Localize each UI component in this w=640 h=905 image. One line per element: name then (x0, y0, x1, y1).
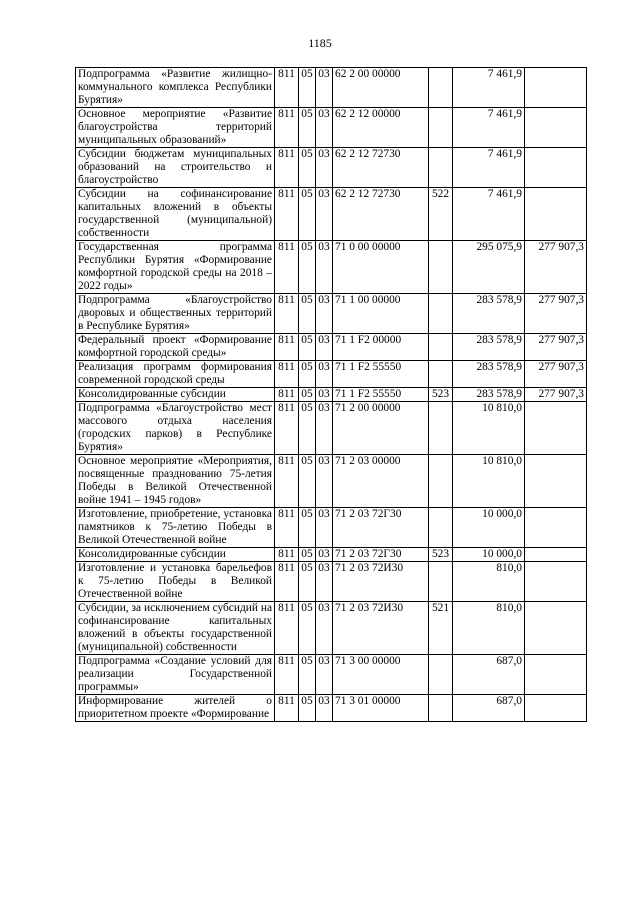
row-amount-1-cell: 10 000,0 (453, 548, 525, 562)
row-amount-2-cell (525, 455, 587, 508)
row-name-cell: Подпрограмма «Благоустройство дворовых и общественных территорий в Республике Бурятия» (76, 294, 275, 334)
row-amount-2-cell (525, 602, 587, 655)
row-amount-1-cell: 7 461,9 (453, 108, 525, 148)
row-section-cell: 05 (299, 188, 316, 241)
row-amount-2-cell: 277 907,3 (525, 361, 587, 388)
row-target-article-cell: 71 2 03 72И30 (333, 562, 429, 602)
row-grbs-cell: 811 (275, 294, 299, 334)
row-subsection-cell: 03 (316, 148, 333, 188)
row-grbs-cell: 811 (275, 695, 299, 722)
row-amount-2-cell (525, 402, 587, 455)
row-subsection-cell: 03 (316, 108, 333, 148)
row-grbs-cell: 811 (275, 508, 299, 548)
row-name-cell: Субсидии бюджетам муниципальных образований на строительство и благоустройство (76, 148, 275, 188)
row-expense-type-cell: 523 (429, 548, 453, 562)
row-target-article-cell: 71 2 03 72И30 (333, 602, 429, 655)
row-amount-1-cell: 7 461,9 (453, 68, 525, 108)
table-row (76, 695, 587, 722)
row-target-article-cell: 71 2 03 72Г30 (333, 508, 429, 548)
row-expense-type-cell (429, 695, 453, 722)
table-row (76, 508, 587, 548)
row-target-article-cell: 71 0 00 00000 (333, 241, 429, 294)
page-number: 1185 (308, 36, 332, 50)
row-subsection-cell: 03 (316, 508, 333, 548)
row-target-article-cell: 71 2 00 00000 (333, 402, 429, 455)
row-name-cell: Консолидированные субсидии (76, 548, 275, 562)
row-section-cell: 05 (299, 108, 316, 148)
row-amount-1-cell: 810,0 (453, 562, 525, 602)
row-target-article-cell: 71 1 F2 00000 (333, 334, 429, 361)
row-expense-type-cell: 523 (429, 388, 453, 402)
row-expense-type-cell (429, 68, 453, 108)
row-grbs-cell: 811 (275, 402, 299, 455)
row-target-article-cell: 71 1 F2 55550 (333, 361, 429, 388)
row-amount-2-cell: 277 907,3 (525, 241, 587, 294)
row-amount-1-cell: 283 578,9 (453, 294, 525, 334)
row-section-cell: 05 (299, 334, 316, 361)
row-amount-1-cell: 10 810,0 (453, 402, 525, 455)
row-grbs-cell: 811 (275, 548, 299, 562)
row-grbs-cell: 811 (275, 388, 299, 402)
row-grbs-cell: 811 (275, 455, 299, 508)
row-name-cell: Субсидии, за исключением субсидий на софинансирование капитальных вложений в объекты государственной (муниципальной) собственности (76, 602, 275, 655)
row-subsection-cell: 03 (316, 334, 333, 361)
row-amount-1-cell: 283 578,9 (453, 361, 525, 388)
row-amount-2-cell (525, 655, 587, 695)
row-target-article-cell: 62 2 12 72730 (333, 148, 429, 188)
row-section-cell: 05 (299, 508, 316, 548)
row-subsection-cell: 03 (316, 602, 333, 655)
row-name-cell: Изготовление и установка барельефов к 75-летию Победы в Великой Отечественной войне (76, 562, 275, 602)
table-row (76, 602, 587, 655)
row-name-cell: Подпрограмма «Благоустройство мест массового отдыха населения (городских парков) в Республике Бурятия» (76, 402, 275, 455)
row-amount-1-cell: 7 461,9 (453, 148, 525, 188)
row-name-cell: Субсидии на софинансирование капитальных вложений в объекты государственной (муниципальной) собственности (76, 188, 275, 241)
row-target-article-cell: 71 2 03 72Г30 (333, 548, 429, 562)
row-amount-1-cell: 283 578,9 (453, 334, 525, 361)
row-grbs-cell: 811 (275, 108, 299, 148)
row-expense-type-cell (429, 148, 453, 188)
row-expense-type-cell (429, 108, 453, 148)
row-target-article-cell: 62 2 12 72730 (333, 188, 429, 241)
row-subsection-cell: 03 (316, 241, 333, 294)
row-name-cell: Реализация программ формирования современной городской среды (76, 361, 275, 388)
row-grbs-cell: 811 (275, 188, 299, 241)
row-amount-1-cell: 687,0 (453, 695, 525, 722)
row-subsection-cell: 03 (316, 562, 333, 602)
row-section-cell: 05 (299, 655, 316, 695)
row-amount-2-cell (525, 548, 587, 562)
table-row (76, 108, 587, 148)
row-section-cell: 05 (299, 548, 316, 562)
row-target-article-cell: 62 2 12 00000 (333, 108, 429, 148)
row-grbs-cell: 811 (275, 602, 299, 655)
row-amount-2-cell: 277 907,3 (525, 334, 587, 361)
row-amount-2-cell: 277 907,3 (525, 294, 587, 334)
table-row (76, 388, 587, 402)
row-name-cell: Изготовление, приобретение, установка памятников к 75-летию Победы в Великой Отечественной войне (76, 508, 275, 548)
table-row (76, 402, 587, 455)
row-target-article-cell: 71 1 00 00000 (333, 294, 429, 334)
row-amount-2-cell (525, 68, 587, 108)
row-grbs-cell: 811 (275, 361, 299, 388)
row-amount-2-cell (525, 188, 587, 241)
row-subsection-cell: 03 (316, 655, 333, 695)
row-amount-1-cell: 10 000,0 (453, 508, 525, 548)
row-expense-type-cell: 522 (429, 188, 453, 241)
table-row (76, 361, 587, 388)
row-section-cell: 05 (299, 402, 316, 455)
row-target-article-cell: 71 3 01 00000 (333, 695, 429, 722)
row-expense-type-cell (429, 562, 453, 602)
table-row (76, 334, 587, 361)
table-row (76, 241, 587, 294)
row-name-cell: Основное мероприятие «Развитие благоустройства территорий муниципальных образований» (76, 108, 275, 148)
row-section-cell: 05 (299, 148, 316, 188)
row-grbs-cell: 811 (275, 241, 299, 294)
budget-table (75, 67, 587, 722)
row-target-article-cell: 71 2 03 00000 (333, 455, 429, 508)
row-name-cell: Консолидированные субсидии (76, 388, 275, 402)
row-subsection-cell: 03 (316, 68, 333, 108)
row-expense-type-cell (429, 294, 453, 334)
row-grbs-cell: 811 (275, 334, 299, 361)
row-expense-type-cell (429, 361, 453, 388)
row-grbs-cell: 811 (275, 68, 299, 108)
row-amount-2-cell (525, 108, 587, 148)
row-target-article-cell: 62 2 00 00000 (333, 68, 429, 108)
table-row (76, 562, 587, 602)
row-subsection-cell: 03 (316, 548, 333, 562)
row-subsection-cell: 03 (316, 294, 333, 334)
row-section-cell: 05 (299, 602, 316, 655)
row-subsection-cell: 03 (316, 402, 333, 455)
row-target-article-cell: 71 1 F2 55550 (333, 388, 429, 402)
row-section-cell: 05 (299, 388, 316, 402)
row-name-cell: Федеральный проект «Формирование комфортной городской среды» (76, 334, 275, 361)
row-target-article-cell: 71 3 00 00000 (333, 655, 429, 695)
row-name-cell: Основное мероприятие «Мероприятия, посвященные празднованию 75-летия Победы в Великой Отечественной войне 1941 – 1945 годов» (76, 455, 275, 508)
row-amount-1-cell: 810,0 (453, 602, 525, 655)
row-section-cell: 05 (299, 562, 316, 602)
row-name-cell: Подпрограмма «Развитие жилищно-коммунального комплекса Республики Бурятия» (76, 68, 275, 108)
row-expense-type-cell (429, 241, 453, 294)
row-amount-1-cell: 283 578,9 (453, 388, 525, 402)
row-section-cell: 05 (299, 241, 316, 294)
table-row (76, 148, 587, 188)
row-subsection-cell: 03 (316, 695, 333, 722)
row-name-cell: Подпрограмма «Создание условий для реализации Государственной программы» (76, 655, 275, 695)
row-section-cell: 05 (299, 294, 316, 334)
row-grbs-cell: 811 (275, 655, 299, 695)
row-subsection-cell: 03 (316, 455, 333, 508)
row-grbs-cell: 811 (275, 562, 299, 602)
table-row (76, 294, 587, 334)
row-expense-type-cell (429, 334, 453, 361)
row-subsection-cell: 03 (316, 361, 333, 388)
table-row (76, 68, 587, 108)
row-amount-1-cell: 7 461,9 (453, 188, 525, 241)
row-amount-2-cell (525, 695, 587, 722)
row-expense-type-cell (429, 402, 453, 455)
row-name-cell: Информирование жителей о приоритетном проекте «Формирование (76, 695, 275, 722)
row-amount-1-cell: 687,0 (453, 655, 525, 695)
row-amount-2-cell (525, 148, 587, 188)
table-row (76, 655, 587, 695)
row-grbs-cell: 811 (275, 148, 299, 188)
row-amount-2-cell: 277 907,3 (525, 388, 587, 402)
table-row (76, 455, 587, 508)
row-subsection-cell: 03 (316, 388, 333, 402)
row-subsection-cell: 03 (316, 188, 333, 241)
table-row (76, 548, 587, 562)
row-amount-1-cell: 10 810,0 (453, 455, 525, 508)
row-amount-2-cell (525, 562, 587, 602)
row-expense-type-cell (429, 508, 453, 548)
row-amount-1-cell: 295 075,9 (453, 241, 525, 294)
row-section-cell: 05 (299, 455, 316, 508)
row-amount-2-cell (525, 508, 587, 548)
table-row (76, 188, 587, 241)
row-section-cell: 05 (299, 361, 316, 388)
row-section-cell: 05 (299, 695, 316, 722)
row-section-cell: 05 (299, 68, 316, 108)
row-name-cell: Государственная программа Республики Бурятия «Формирование комфортной городской среды на 2018 – 2022 годы» (76, 241, 275, 294)
row-expense-type-cell (429, 455, 453, 508)
row-expense-type-cell: 521 (429, 602, 453, 655)
row-expense-type-cell (429, 655, 453, 695)
